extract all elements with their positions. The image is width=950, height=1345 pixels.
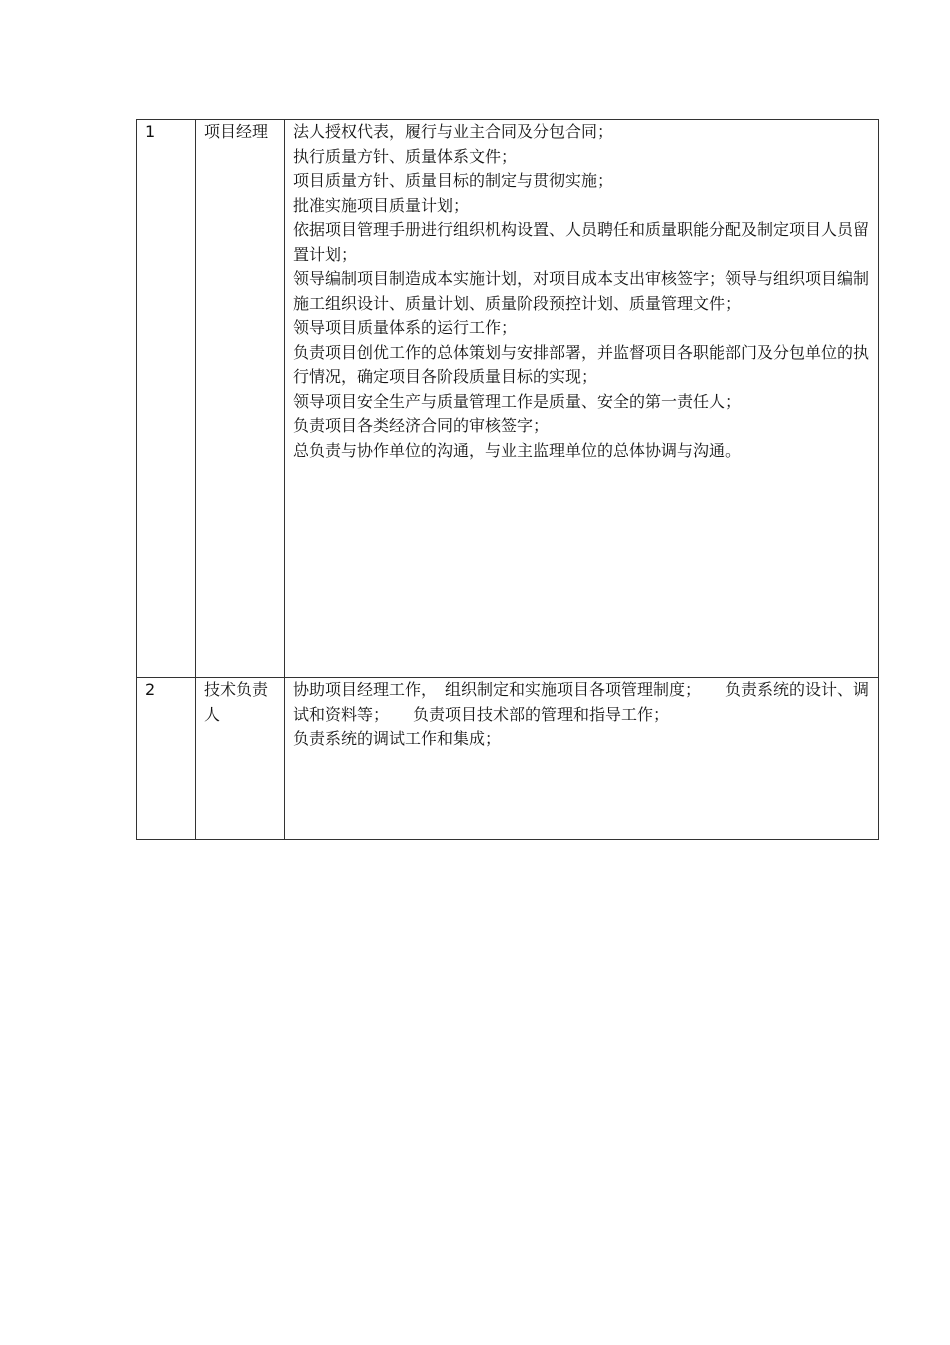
duty-item: 领导项目安全生产与质量管理工作是质量、安全的第一责任人；: [293, 391, 742, 411]
duty-item: 执行质量方针、质量体系文件；: [293, 146, 518, 166]
duty-item: 负责项目创优工作的总体策划与安排部署，并监督项目各职能部门及分包单位的执行情况，确定项目各阶段质量目标的实现；: [293, 342, 870, 386]
row-number: 2: [145, 680, 156, 699]
duty-item: 领导项目质量体系的运行工作；: [293, 318, 518, 337]
duties-cell: [285, 120, 879, 678]
duty-item: 项目质量方针、质量目标的制定与贯彻实施；: [293, 171, 614, 190]
duty-list: [293, 678, 870, 752]
table-row: [137, 120, 879, 678]
table-row: [137, 678, 879, 840]
duty-item: 批准实施项目质量计划；: [293, 195, 470, 215]
duty-list: [293, 120, 870, 463]
duty-item: 协助项目经理工作， 组织制定和实施项目各项管理制度； 负责系统的设计、调试和资料等； 负责项目技术部的管理和指导工作；: [293, 680, 870, 724]
duty-item: 依据项目管理手册进行组织机构设置、人员聘任和质量职能分配及制定项目人员留置计划；: [293, 220, 870, 264]
role-cell: [196, 120, 285, 678]
role-title: 项目经理: [204, 122, 269, 141]
row-number: 1: [145, 122, 156, 141]
duty-item: 领导编制项目制造成本实施计划，对项目成本支出审核签字；领导与组织项目编制施工组织设计、质量计划、质量阶段预控计划、质量管理文件；: [293, 269, 870, 313]
duty-item: 法人授权代表，履行与业主合同及分包合同；: [293, 122, 614, 141]
responsibility-table: [136, 119, 879, 840]
role-cell: [196, 678, 285, 840]
role-title: 技术负责人: [204, 680, 269, 724]
row-number-cell: [137, 120, 196, 678]
duty-item: 负责系统的调试工作和集成；: [293, 729, 502, 748]
duty-item: 负责项目各类经济合同的审核签字；: [293, 416, 550, 435]
duty-item: 总负责与协作单位的沟通，与业主监理单位的总体协调与沟通。: [293, 440, 742, 460]
duties-cell: [285, 678, 879, 840]
row-number-cell: [137, 678, 196, 840]
